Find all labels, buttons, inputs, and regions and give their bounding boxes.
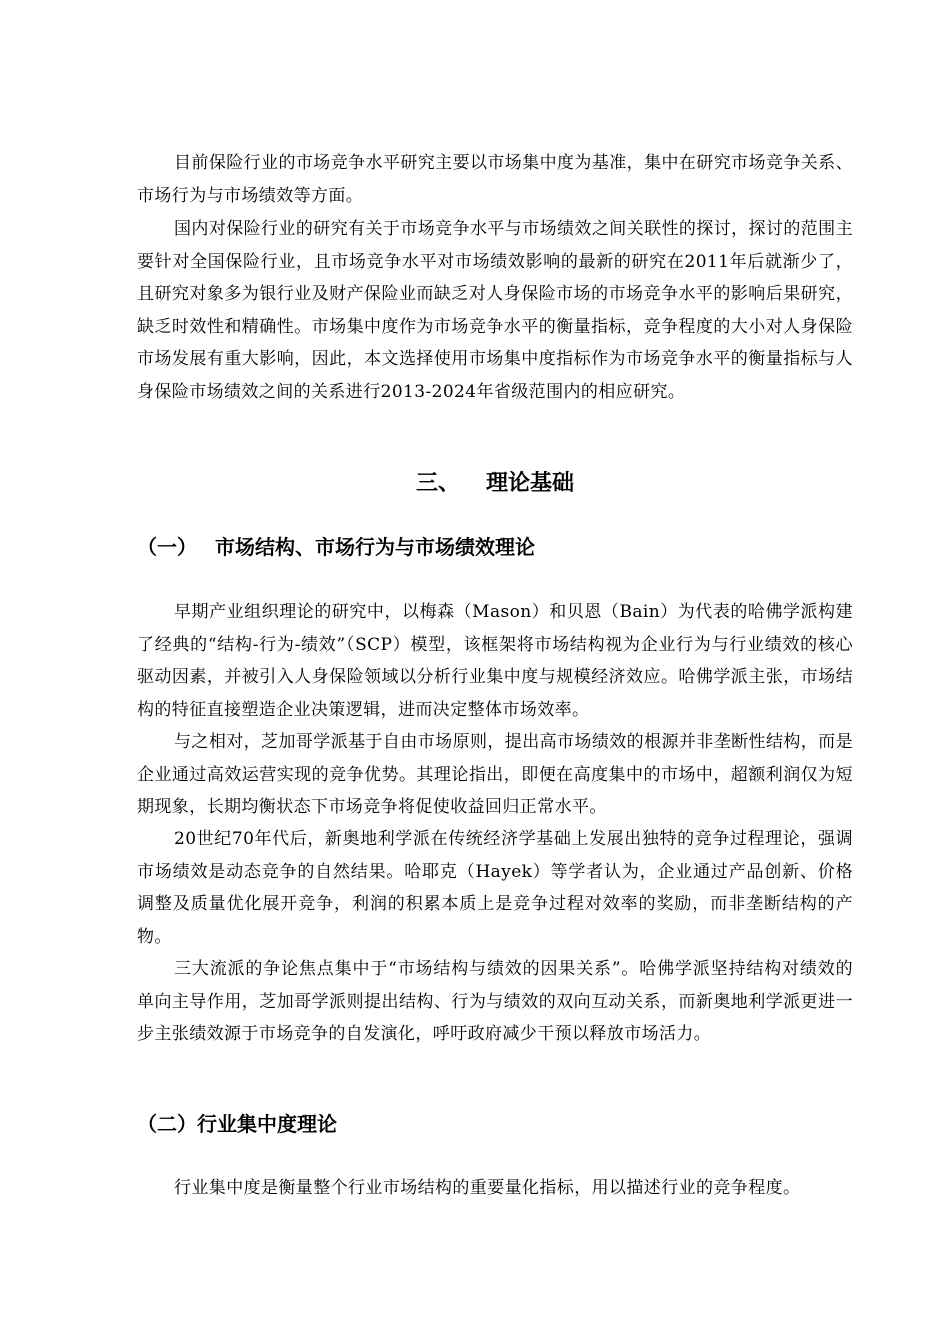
- section-1-paragraph-3: 20世纪70年代后，新奥地利学派在传统经济学基础上发展出独特的竞争过程理论，强调市场绩效是动态竞争的自然结果。哈耶克（Hayek）等学者认为，企业通过产品创新、价格调整及质量优化展开竞争，利润的积累本质上是竞争过程对效率的奖励，而非垄断结构的产物。: [137, 829, 853, 947]
- section-2-paragraph-1: 行业集中度是衡量整个行业市场结构的重要量化指标，用以描述行业的竞争程度。: [174, 1178, 801, 1198]
- chapter-heading: [137, 466, 853, 502]
- intro-paragraph-1: 目前保险行业的市场竞争水平研究主要以市场集中度为基准，集中在研究市场竞争关系、市场行为与市场绩效等方面。: [137, 153, 853, 206]
- section-2-number: （二）: [137, 1112, 197, 1136]
- intro-paragraph-2: 国内对保险行业的研究有关于市场竞争水平与市场绩效之间关联性的探讨，探讨的范围主要针对全国保险行业，且市场竞争水平对市场绩效影响的最新的研究在2011年后就渐少了，且研究对象多为银行业及财产保险业而缺乏对人身保险市场的市场竞争水平的影响后果研究，缺乏时效性和精确性。市场集中度作为市场竞争水平的衡量指标，竞争程度的大小对人身保险市场发展有重大影响，因此，本文选择使用市场集中度指标作为市场竞争水平的衡量指标与人身保险市场绩效之间的关系进行2013-2024年省级范围内的相应研究。: [137, 219, 853, 402]
- section-1-title: 市场结构、市场行为与市场绩效理论: [215, 535, 535, 559]
- section-2-title: 行业集中度理论: [197, 1112, 337, 1136]
- section-heading-2: [137, 1107, 853, 1141]
- chapter-number: 三、: [415, 471, 460, 496]
- section-1-paragraph-2: 与之相对，芝加哥学派基于自由市场原则，提出高市场绩效的根源并非垄断性结构，而是企业通过高效运营实现的竞争优势。其理论指出，即便在高度集中的市场中，超额利润仅为短期现象，长期均衡状态下市场竞争将促使收益回归正常水平。: [137, 732, 853, 818]
- section-1-paragraph-4: 三大流派的争论焦点集中于“市场结构与绩效的因果关系”。哈佛学派坚持结构对绩效的单向主导作用，芝加哥学派则提出结构、行为与绩效的双向互动关系，而新奥地利学派更进一步主张绩效源于市场竞争的自发演化，呼吁政府减少干预以释放市场活力。: [137, 959, 853, 1045]
- section-1-paragraph-1: 早期产业组织理论的研究中，以梅森（Mason）和贝恩（Bain）为代表的哈佛学派构建了经典的“结构-行为-绩效”（SCP）模型，该框架将市场结构视为企业行为与行业绩效的核心驱动因素，并被引入人身保险领域以分析行业集中度与规模经济效应。哈佛学派主张，市场结构的特征直接塑造企业决策逻辑，进而决定整体市场效率。: [137, 602, 853, 720]
- section-1-number: （一）: [137, 535, 197, 559]
- section-heading-1: [137, 530, 853, 564]
- chapter-title: 理论基础: [486, 471, 575, 496]
